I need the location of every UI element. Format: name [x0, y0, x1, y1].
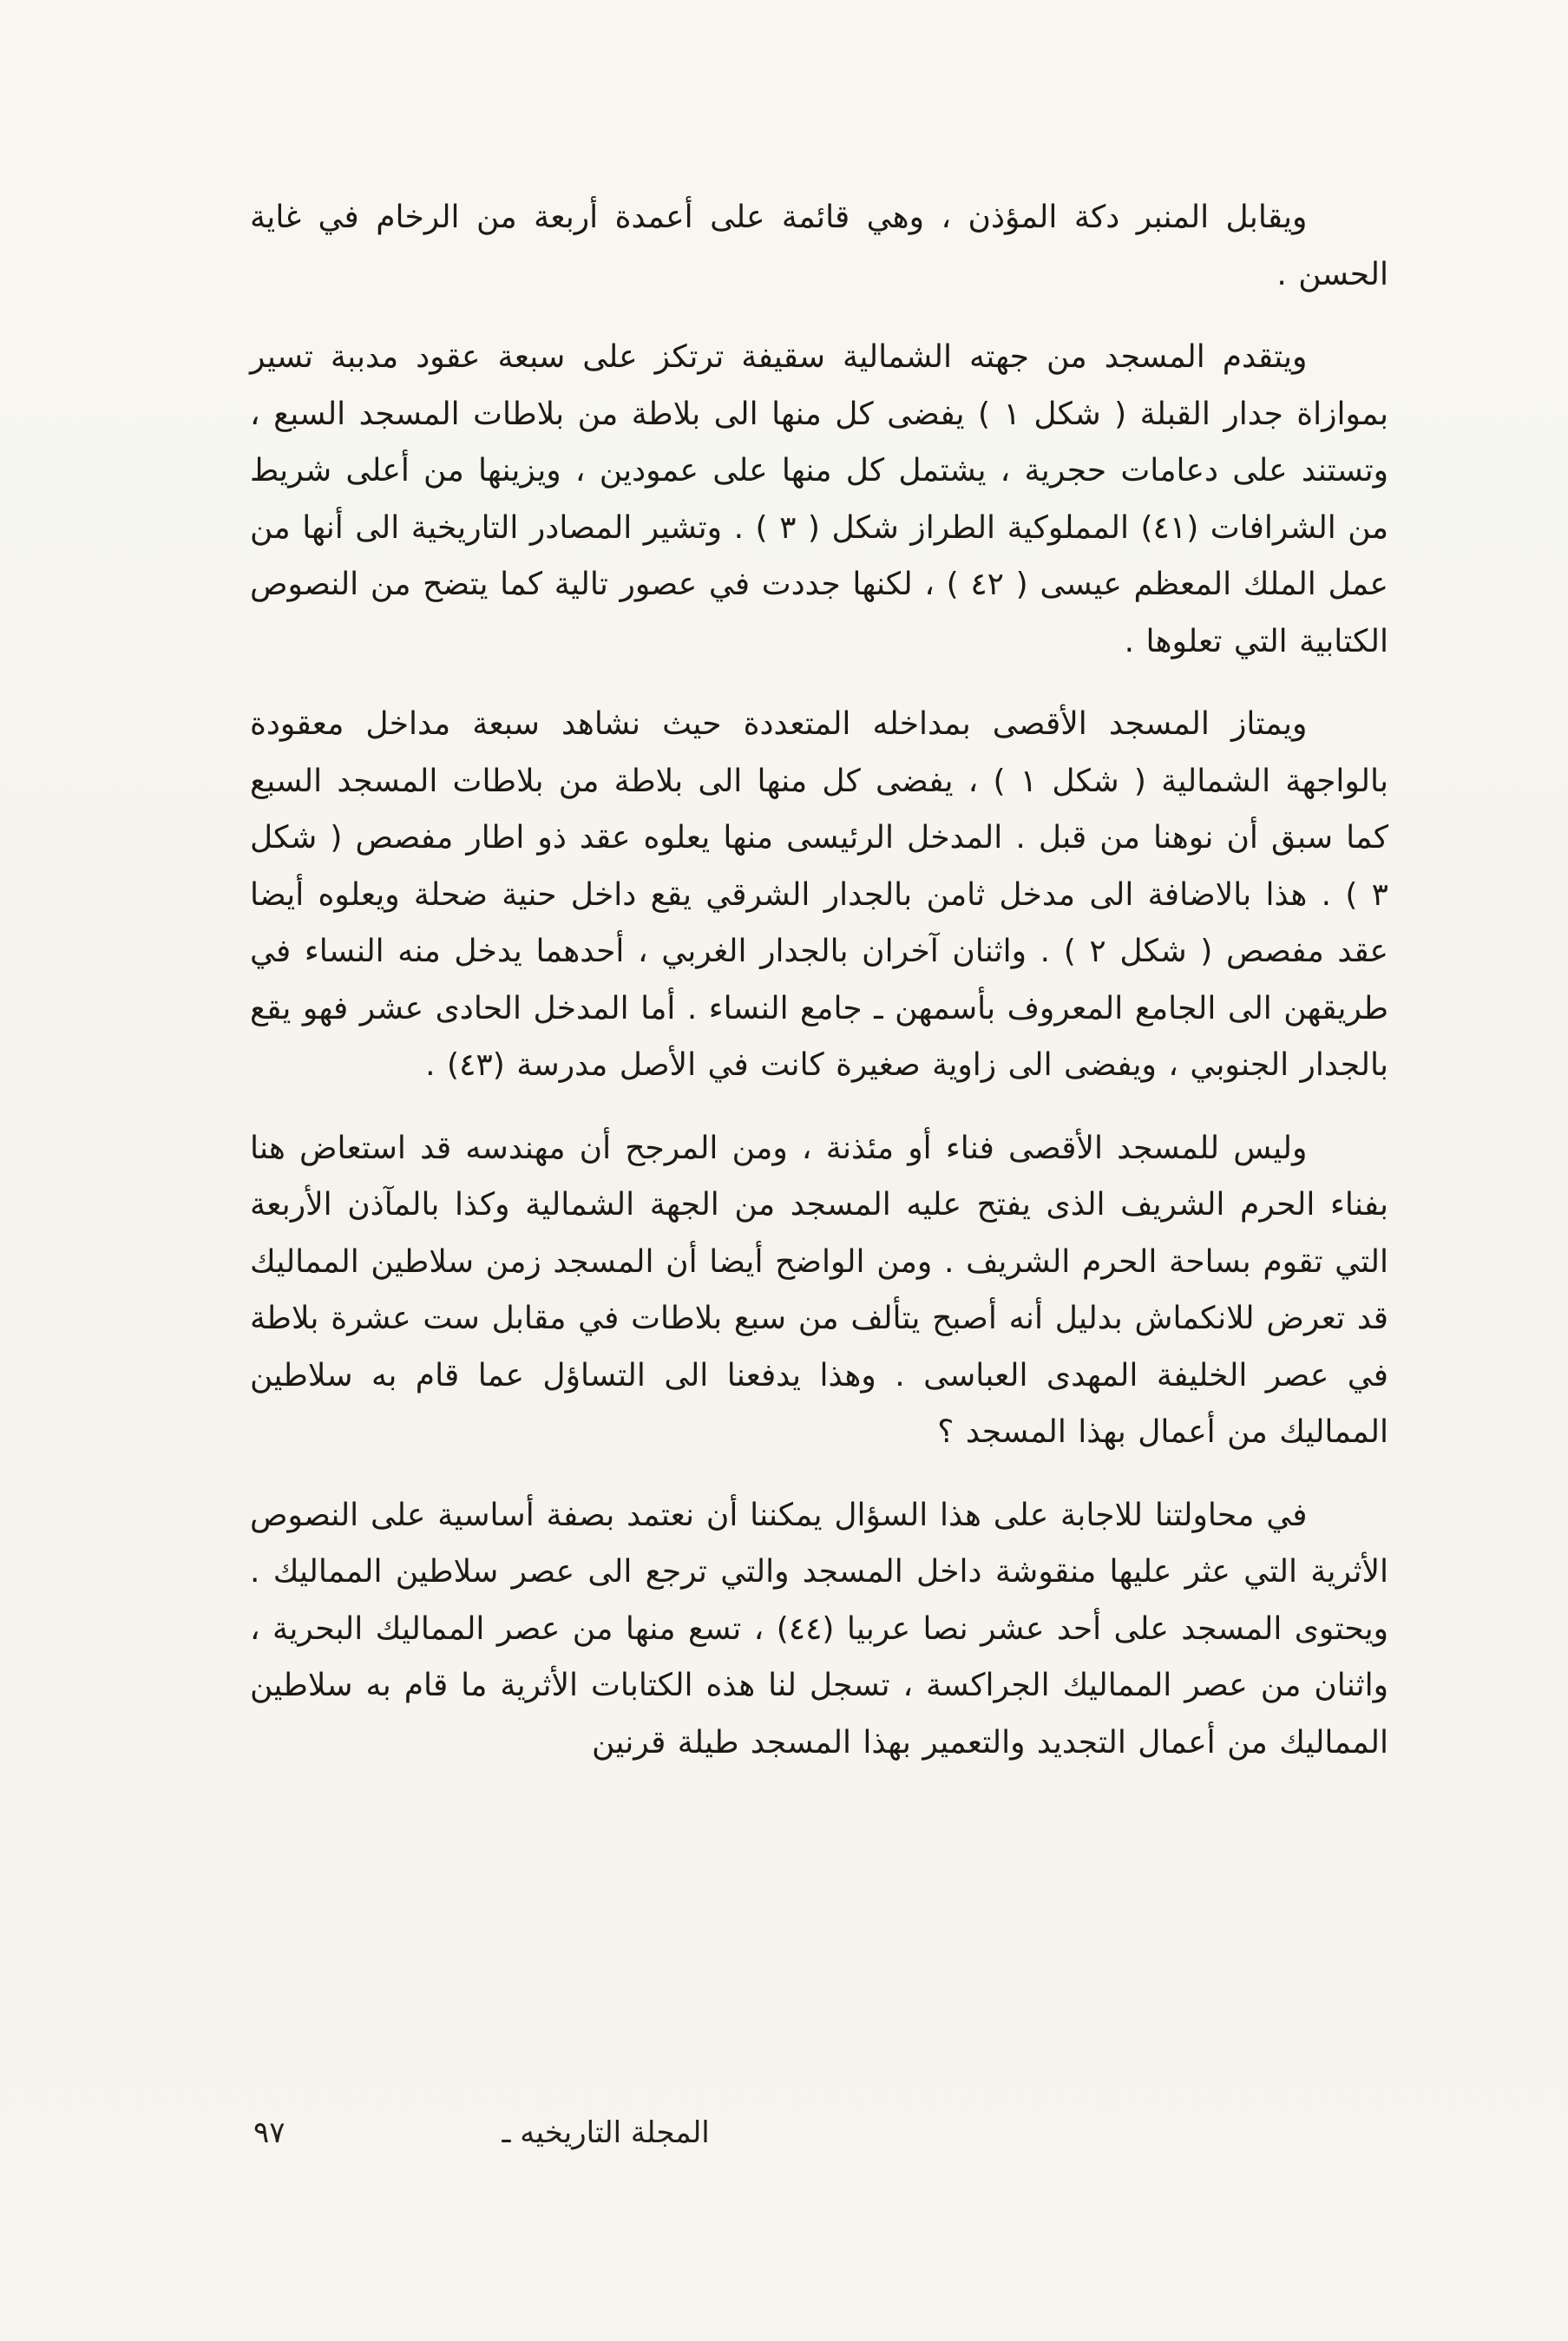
paragraph: في محاولتنا للاجابة على هذا السؤال يمكننا أن نعتمد بصفة أساسية على النصوص الأثرية التي عثر عليها منقوشة داخل المسجد والتي ترجع الى عصر سلاطين المماليك . ويحتوى المسجد على أحد عشر نصا عربيا (٤٤) ، تسع منها من عصر المماليك البحرية ، واثنان من عصر المماليك الجراكسة ، تسجل لنا هذه الكتابات الأثرية ما قام به سلاطين المماليك من أعمال التجديد والتعمير بهذا المسجد طيلة قرنين — [250, 1497, 1389, 1761]
paragraph: وليس للمسجد الأقصى فناء أو مئذنة ، ومن المرجح أن مهندسه قد استعاض هنا بفناء الحرم الشريف الذى يفتح عليه المسجد من الجهة الشمالية وكذا بالمآذن الأربعة التي تقوم بساحة الحرم الشريف . ومن الواضح أيضا أن المسجد زمن سلاطين المماليك قد تعرض للانكماش بدليل أنه أصبح يتألف من سبع بلاطات في مقابل ست عشرة بلاطة في عصر الخليفة المهدى العباسى . وهذا يدفعنا الى التساؤل عما قام به سلاطين المماليك من أعمال بهذا المسجد ؟ — [250, 1130, 1388, 1451]
page-number: ٩٧ — [253, 2115, 285, 2150]
paragraph: ويمتاز المسجد الأقصى بمداخله المتعددة حيث نشاهد سبعة مداخل معقودة بالواجهة الشمالية ( شكل ١ ) ، يفضى كل منها الى بلاطة من بلاطات المسجد السبع كما سبق أن نوهنا من قبل . المدخل الرئيسى منها يعلوه عقد ذو اطار مفصص ( شكل ٣ ) . هذا بالاضافة الى مدخل ثامن بالجدار الشرقي يقع داخل حنية ضحلة ويعلوه أيضا عقد مفصص ( شكل ٢ ) . واثنان آخران بالجدار الغربي ، أحدهما يدخل منه النساء في طريقهن الى الجامع المعروف بأسمهن ـ جامع النساء . أما المدخل الحادى عشر فهو يقع بالجدار الجنوبي ، ويفضى الى زاوية صغيرة كانت في الأصل مدرسة (٤٣) . — [250, 706, 1389, 1084]
page-footer — [253, 2115, 710, 2150]
paragraph: ويقابل المنبر دكة المؤذن ، وهي قائمة على أعمدة أربعة من الرخام في غاية الحسن . — [250, 200, 1388, 292]
paragraph: ويتقدم المسجد من جهته الشمالية سقيفة ترتكز على سبعة عقود مدببة تسير بموازاة جدار القبلة ( شكل ١ ) يفضى كل منها الى بلاطة من بلاطات المسجد السبع ، وتستند على دعامات حجرية ، يشتمل كل منها على عمودين ، ويزينها من أعلى شريط من الشرافات (٤١) المملوكية الطراز شكل ( ٣ ) . وتشير المصادر التاريخية الى أنها من عمل الملك المعظم عيسى ( ٤٢ ) ، لكنها جددت في عصور تالية كما يتضح من النصوص الكتابية التي تعلوها . — [250, 339, 1389, 659]
text-block — [250, 189, 1388, 1797]
journal-title: المجلة التاريخيه ـ — [502, 2115, 710, 2150]
